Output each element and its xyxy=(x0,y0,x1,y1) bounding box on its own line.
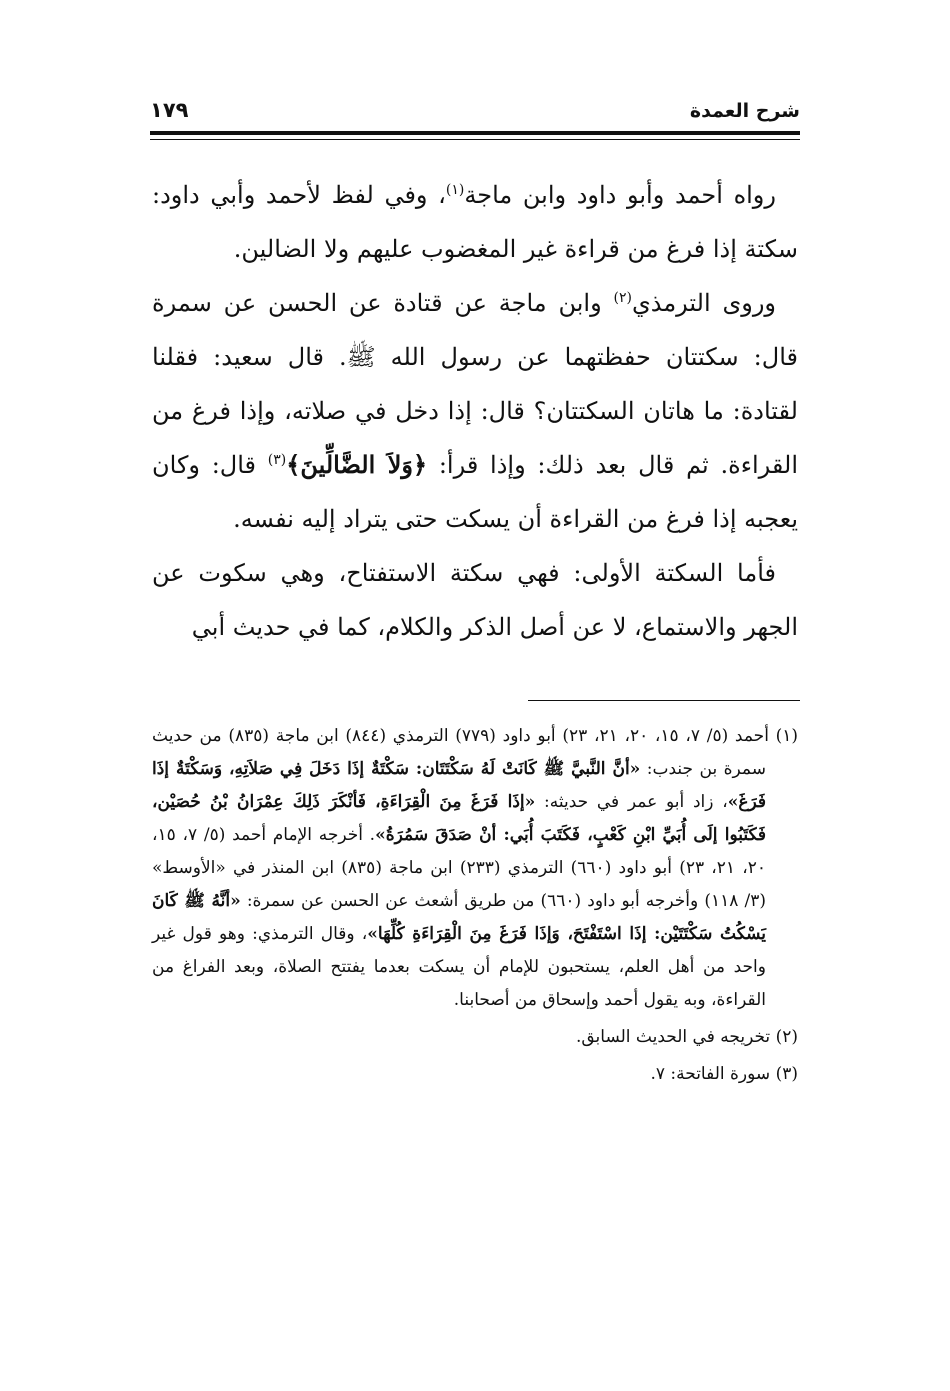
footnote-2-text: تخريجه في الحديث السابق. xyxy=(575,1027,776,1047)
paragraph-1-a: رواه أحمد وأبو داود وابن ماجة xyxy=(464,181,776,209)
footnote-1-number: (١) xyxy=(775,726,799,746)
paragraph-2-a: وروى الترمذي xyxy=(631,289,776,317)
header-rule-thick xyxy=(150,131,800,135)
footnote-2 xyxy=(152,1021,798,1054)
paragraph-2 xyxy=(152,276,798,546)
paragraph-1 xyxy=(152,168,798,276)
footnote-1-d: ، وقال الترمذي: وهو قول غير واحد من أهل العلم، يستحبون للإمام أن يسكت بعدما يفتتح الصلاة، وبعد الفراغ من القراءة، وبه يقول أحمد وإسحاق من أصحابنا. xyxy=(152,924,766,1010)
footnote-3-number: (٣) xyxy=(775,1064,798,1084)
footnote-3 xyxy=(152,1058,798,1091)
footnote-ref-1: (١) xyxy=(445,182,465,198)
page-number: ١٧٩ xyxy=(150,98,189,122)
quran-quote: ﴿وَلاَ الضَّالِّينَ﴾ xyxy=(286,450,428,479)
main-text xyxy=(152,168,798,654)
footnote-2-number: (٢) xyxy=(775,1027,798,1047)
footnote-1-a: أحمد (٥/ ٧، ١٥، ٢٠، ٢١، ٢٣) أبو داود (٧٧٩) الترمذي (٨٤٤) ابن ماجة (٨٣٥) من حديث سمرة بن جندب: xyxy=(152,726,776,779)
running-title: شرح العمدة xyxy=(689,100,800,122)
paragraph-2-b: وابن ماجة عن قتادة عن الحسن عن سمرة قال: سكتتان حفظتهما عن رسول الله ﷺ. قال سعيد: فقلنا لقتادة: ما هاتان السكتتان؟ قال: إذا دخل في صلاته، وإذا فرغ من القراءة. ثم قال بعد ذلك: وإذا قرأ: xyxy=(152,289,799,479)
footnote-1-hadith-2: «إذَا فَرَغَ مِنَ الْقِرَاءَةِ، فَأنْكَرَ ذَلِكَ عِمْرَانُ بْنُ حُصَيْن، فَكَتَبُوا إلَى أُبَيِّ ابْنِ كَعْبٍ، فَكَتَبَ أُبَي: أنْ صَدَقَ سَمُرَةُ» xyxy=(152,792,766,845)
page-header xyxy=(150,96,800,130)
footnote-ref-2: (٢) xyxy=(613,290,632,306)
footnote-1-hadith-1: «أنَّ النَّبيَّ ﷺ كَانَتْ لَهُ سَكْتَتَان: سَكْتَةٌ إذَا دَخَلَ فِي صَلاَتِهِ، وَسَكْتَةٌ إذَا فَرَغَ» xyxy=(152,759,766,812)
paragraph-2-c: قال: وكان يعجبه إذا فرغ من القراءة أن يسكت حتى يتراد إليه نفسه. xyxy=(152,451,798,533)
footnote-1 xyxy=(152,720,798,1017)
footnotes xyxy=(152,720,798,1091)
header-rule-thin xyxy=(150,139,800,140)
footnote-ref-3: (٣) xyxy=(267,452,287,468)
footnote-1-hadith-3: «أنَّهُ ﷺ كَانَ يَسْكُتُ سَكْتَتَيْن: إذَا اسْتَفْتَحَ، وَإذَا فَرَغَ مِنَ الْقِرَاءَةِ كُلِّهَا» xyxy=(152,891,766,944)
footnote-3-text: سورة الفاتحة: ٧. xyxy=(650,1064,776,1084)
paragraph-3: فأما السكتة الأولى: فهي سكتة الاستفتاح، وهي سكوت عن الجهر والاستماع، لا عن أصل الذكر والكلام، كما في حديث أبي xyxy=(152,559,798,641)
paragraph-1-b: ، وفي لفظ لأحمد وأبي داود: سكتة إذا فرغ من قراءة غير المغضوب عليهم ولا الضالين. xyxy=(152,181,798,263)
footnote-1-b: ، زاد أبو عمر في حديثه: xyxy=(535,792,728,812)
footnote-1-c: . أخرجه الإمام أحمد (٥/ ٧، ١٥، ٢٠، ٢١، ٢٣) أبو داود (٦٦٠) الترمذي (٢٣٣) ابن ماجة (٨٣٥) ابن المنذر في «الأوسط» (٣/ ١١٨) وأخرجه أبو داود (٦٦٠) من طريق أشعث عن الحسن عن سمرة: xyxy=(152,825,767,911)
footnote-separator xyxy=(528,700,800,701)
